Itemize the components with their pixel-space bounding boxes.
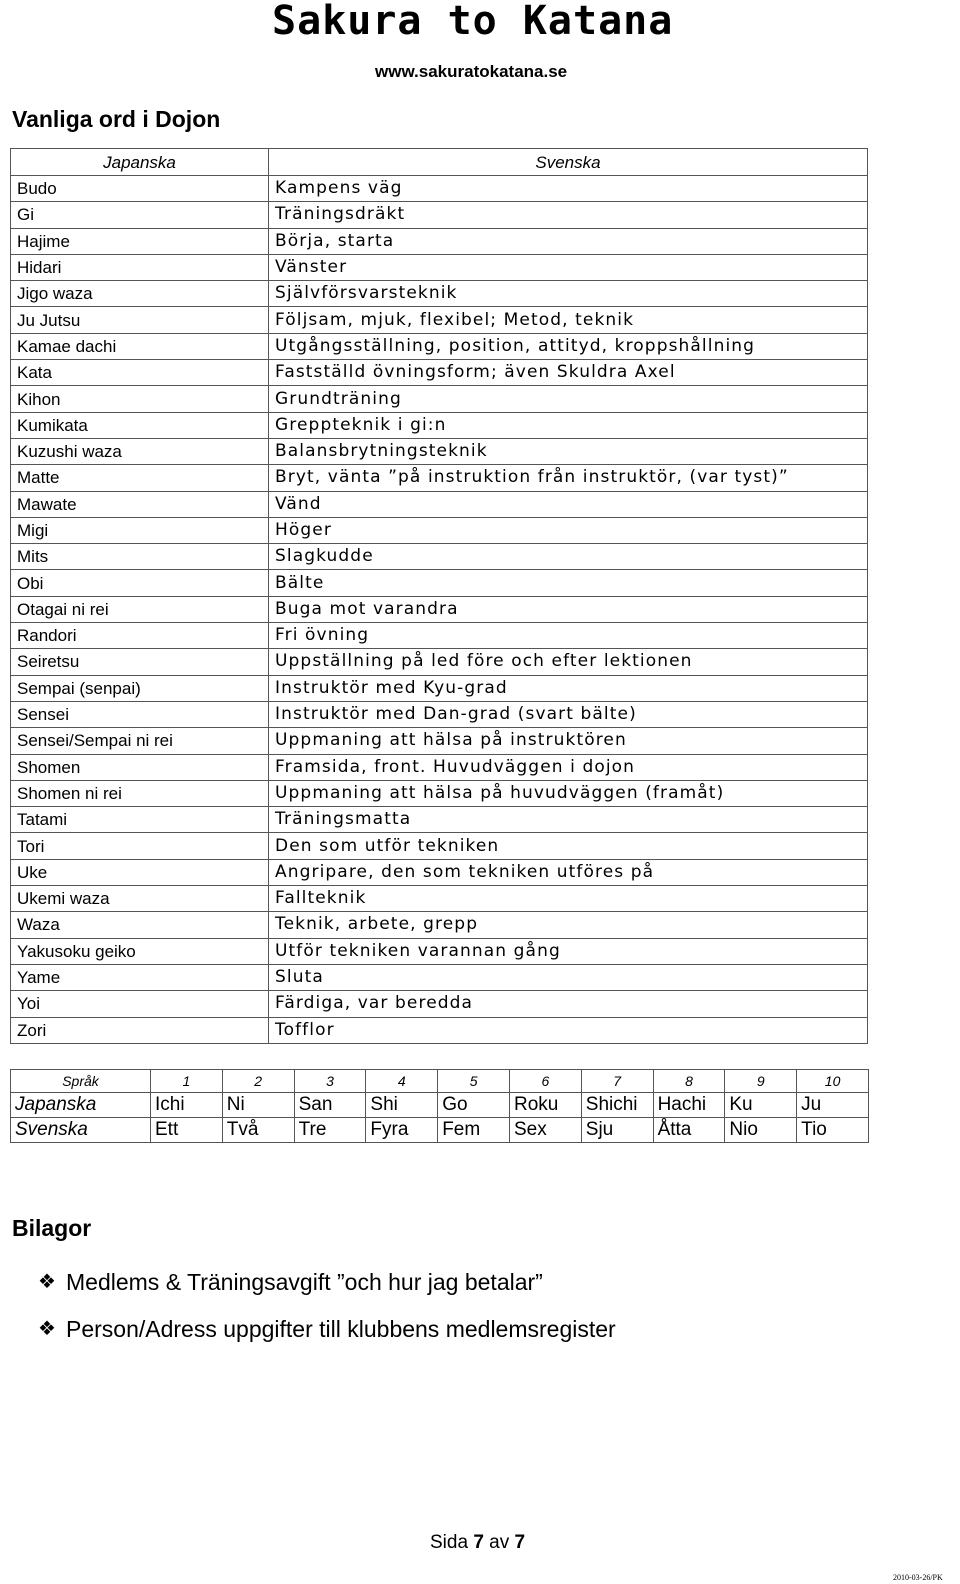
- japanese-term: Waza: [11, 912, 269, 938]
- japanese-term: Obi: [11, 570, 269, 596]
- japanese-term: Uke: [11, 859, 269, 885]
- number-header: 5: [438, 1070, 510, 1093]
- number-word: Roku: [509, 1093, 581, 1118]
- diamond-bullet-icon: ❖: [38, 1270, 56, 1293]
- swedish-translation: Tofflor: [269, 1017, 868, 1043]
- number-word: Ju: [797, 1093, 869, 1118]
- swedish-translation: Självförsvarsteknik: [269, 281, 868, 307]
- swedish-translation: Vänd: [269, 491, 868, 517]
- swedish-translation: Börja, starta: [269, 228, 868, 254]
- number-header: 7: [581, 1070, 653, 1093]
- table-row: [11, 228, 868, 254]
- language-header: Språk: [11, 1070, 151, 1093]
- japanese-term: Shomen: [11, 754, 269, 780]
- swedish-translation: Buga mot varandra: [269, 596, 868, 622]
- table-row: [11, 701, 868, 727]
- swedish-translation: Greppteknik i gi:n: [269, 412, 868, 438]
- language-label: Svenska: [11, 1118, 151, 1143]
- swedish-translation: Fri övning: [269, 623, 868, 649]
- number-word: Åtta: [653, 1118, 725, 1143]
- japanese-term: Mawate: [11, 491, 269, 517]
- japanese-term: Jigo waza: [11, 281, 269, 307]
- appendix-item-text: Medlems & Träningsavgift ”och hur jag betalar”: [66, 1268, 543, 1295]
- swedish-translation: Kampens väg: [269, 176, 868, 202]
- number-header: 10: [797, 1070, 869, 1093]
- number-header: 3: [294, 1070, 366, 1093]
- table-row: [11, 964, 868, 990]
- table-row: [11, 438, 868, 464]
- japanese-term: Matte: [11, 465, 269, 491]
- swedish-translation: Uppmaning att hälsa på huvudväggen (framåt): [269, 780, 868, 806]
- numbers-header-row: [11, 1070, 869, 1093]
- japanese-term: Randori: [11, 623, 269, 649]
- japanese-term: Budo: [11, 176, 269, 202]
- table-row: [11, 938, 868, 964]
- table-row: [11, 360, 868, 386]
- number-word: Shi: [366, 1093, 438, 1118]
- swedish-translation: Instruktör med Dan-grad (svart bälte): [269, 701, 868, 727]
- table-row: [11, 465, 868, 491]
- table-row: [11, 386, 868, 412]
- japanese-term: Sensei: [11, 701, 269, 727]
- swedish-translation: Följsam, mjuk, flexibel; Metod, teknik: [269, 307, 868, 333]
- japanese-term: Kumikata: [11, 412, 269, 438]
- number-word: Ku: [725, 1093, 797, 1118]
- table-row: [11, 517, 868, 543]
- japanese-term: Shomen ni rei: [11, 780, 269, 806]
- japanese-term: Kuzushi waza: [11, 438, 269, 464]
- table-row: [11, 649, 868, 675]
- swedish-translation: Sluta: [269, 964, 868, 990]
- table-row: [11, 570, 868, 596]
- number-word: Tio: [797, 1118, 869, 1143]
- swedish-translation: Fastställd övningsform; även Skuldra Axel: [269, 360, 868, 386]
- swedish-translation: Fallteknik: [269, 886, 868, 912]
- table-row: [11, 754, 868, 780]
- table-row: [11, 254, 868, 280]
- swedish-translation: Bälte: [269, 570, 868, 596]
- japanese-term: Migi: [11, 517, 269, 543]
- table-row: [11, 623, 868, 649]
- numbers-table: [10, 1069, 869, 1143]
- japanese-term: Sempai (senpai): [11, 675, 269, 701]
- table-row: [11, 307, 868, 333]
- number-header: 1: [151, 1070, 223, 1093]
- japanese-term: Yoi: [11, 991, 269, 1017]
- japanese-term: Kihon: [11, 386, 269, 412]
- number-word: Hachi: [653, 1093, 725, 1118]
- number-word: Sex: [509, 1118, 581, 1143]
- number-word: Två: [222, 1118, 294, 1143]
- number-word: Go: [438, 1093, 510, 1118]
- table-row: [11, 833, 868, 859]
- table-row: [11, 176, 868, 202]
- language-label: Japanska: [11, 1093, 151, 1118]
- swedish-translation: Uppmaning att hälsa på instruktören: [269, 728, 868, 754]
- appendix-item: [38, 1305, 616, 1352]
- table-row: [11, 728, 868, 754]
- number-header: 6: [509, 1070, 581, 1093]
- japanese-term: Sensei/Sempai ni rei: [11, 728, 269, 754]
- page-middle: av: [489, 1532, 510, 1553]
- page-title: Vanliga ord i Dojon: [12, 106, 221, 132]
- appendix-item: [38, 1258, 616, 1305]
- swedish-translation: Färdiga, var beredda: [269, 991, 868, 1017]
- table-row: [11, 202, 868, 228]
- swedish-translation: Bryt, vänta ”på instruktion från instruktör, (var tyst)”: [269, 465, 868, 491]
- table-row: [11, 675, 868, 701]
- swedish-translation: Träningsmatta: [269, 807, 868, 833]
- japanese-term: Tatami: [11, 807, 269, 833]
- japanese-term: Hidari: [11, 254, 269, 280]
- table-row: [11, 491, 868, 517]
- table-row: [11, 807, 868, 833]
- swedish-translation: Uppställning på led före och efter lektionen: [269, 649, 868, 675]
- japanese-term: Hajime: [11, 228, 269, 254]
- swedish-translation: Balansbrytningsteknik: [269, 438, 868, 464]
- number-header: 2: [222, 1070, 294, 1093]
- japanese-term: Kamae dachi: [11, 333, 269, 359]
- date-code: 2010-03-26/PK: [893, 1573, 943, 1582]
- number-word: Nio: [725, 1118, 797, 1143]
- logo: Sakura to Katana: [272, 0, 674, 44]
- swedish-translation: Höger: [269, 517, 868, 543]
- number-word: Sju: [581, 1118, 653, 1143]
- table-row: [11, 859, 868, 885]
- numbers-row: [11, 1118, 869, 1143]
- website-url: www.sakuratokatana.se: [375, 62, 568, 81]
- swedish-translation: Instruktör med Kyu-grad: [269, 675, 868, 701]
- swedish-translation: Slagkudde: [269, 544, 868, 570]
- number-word: Fem: [438, 1118, 510, 1143]
- table-row: [11, 912, 868, 938]
- number-word: Ett: [151, 1118, 223, 1143]
- number-word: Ichi: [151, 1093, 223, 1118]
- page-prefix: Sida: [430, 1532, 469, 1553]
- swedish-translation: Grundträning: [269, 386, 868, 412]
- number-word: Shichi: [581, 1093, 653, 1118]
- vocabulary-body: [11, 176, 868, 1044]
- japanese-term: Ukemi waza: [11, 886, 269, 912]
- table-row: [11, 780, 868, 806]
- japanese-term: Otagai ni rei: [11, 596, 269, 622]
- page-total: 7: [514, 1532, 526, 1553]
- number-header: 4: [366, 1070, 438, 1093]
- table-row: [11, 991, 868, 1017]
- number-word: San: [294, 1093, 366, 1118]
- table-row: [11, 281, 868, 307]
- number-word: Tre: [294, 1118, 366, 1143]
- swedish-translation: Vänster: [269, 254, 868, 280]
- number-header: 8: [653, 1070, 725, 1093]
- table-row: [11, 333, 868, 359]
- column-header-japanese: Japanska: [11, 149, 269, 176]
- appendix-list: [38, 1258, 616, 1352]
- swedish-translation: Den som utför tekniken: [269, 833, 868, 859]
- appendix-title: Bilagor: [12, 1215, 92, 1241]
- number-word: Ni: [222, 1093, 294, 1118]
- table-row: [11, 1017, 868, 1043]
- japanese-term: Kata: [11, 360, 269, 386]
- swedish-translation: Angripare, den som tekniken utföres på: [269, 859, 868, 885]
- number-header: 9: [725, 1070, 797, 1093]
- swedish-translation: Träningsdräkt: [269, 202, 868, 228]
- japanese-term: Tori: [11, 833, 269, 859]
- page-number: [430, 1532, 525, 1554]
- table-row: [11, 596, 868, 622]
- table-row: [11, 886, 868, 912]
- diamond-bullet-icon: ❖: [38, 1317, 56, 1340]
- japanese-term: Ju Jutsu: [11, 307, 269, 333]
- japanese-term: Seiretsu: [11, 649, 269, 675]
- swedish-translation: Framsida, front. Huvudväggen i dojon: [269, 754, 868, 780]
- table-row: [11, 544, 868, 570]
- swedish-translation: Teknik, arbete, grepp: [269, 912, 868, 938]
- number-word: Fyra: [366, 1118, 438, 1143]
- vocabulary-table: [10, 148, 868, 1044]
- page-current: 7: [473, 1532, 484, 1553]
- appendix-item-text: Person/Adress uppgifter till klubbens medlemsregister: [66, 1315, 616, 1342]
- japanese-term: Yame: [11, 964, 269, 990]
- table-row: [11, 412, 868, 438]
- numbers-body: [11, 1070, 869, 1143]
- vocabulary-header-row: [11, 149, 868, 176]
- column-header-swedish: Svenska: [269, 149, 868, 176]
- numbers-row: [11, 1093, 869, 1118]
- swedish-translation: Utför tekniken varannan gång: [269, 938, 868, 964]
- japanese-term: Gi: [11, 202, 269, 228]
- japanese-term: Zori: [11, 1017, 269, 1043]
- japanese-term: Mits: [11, 544, 269, 570]
- swedish-translation: Utgångsställning, position, attityd, kroppshållning: [269, 333, 868, 359]
- japanese-term: Yakusoku geiko: [11, 938, 269, 964]
